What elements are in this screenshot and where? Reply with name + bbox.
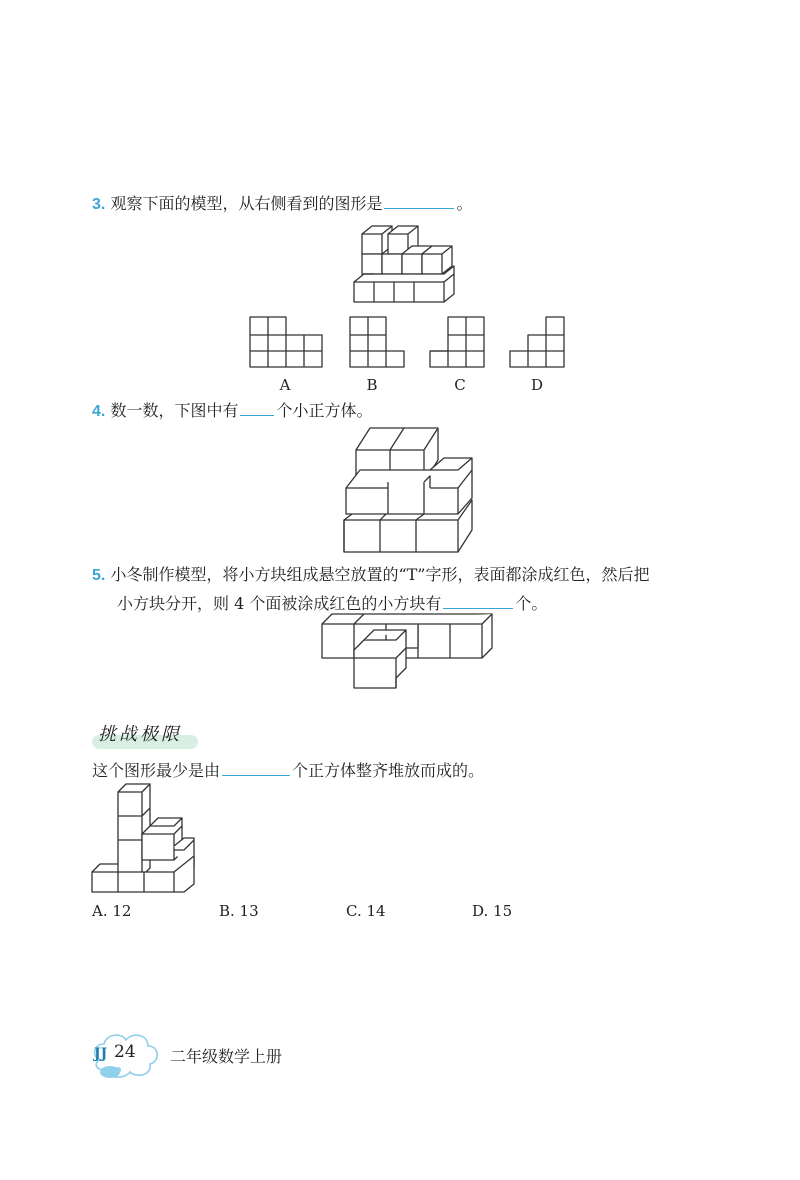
cube-model-faces (344, 428, 472, 552)
option-label-a[interactable]: A (279, 376, 291, 394)
footer-badge: JJ (94, 1046, 108, 1062)
challenge-title: 挑战极限 (98, 724, 182, 745)
question-text-line1: 小冬制作模型，将小方块组成悬空放置的“T”字形，表面都涂成红色，然后把 (110, 565, 650, 584)
question-text-after: 个。 (515, 594, 548, 613)
question-3 (92, 190, 472, 217)
q4-cube-model (340, 422, 480, 554)
option-a-figure (248, 315, 328, 369)
answer-blank[interactable] (222, 757, 290, 776)
answer-blank[interactable] (384, 190, 454, 209)
q3-cube-model (350, 214, 470, 306)
question-text-after: 个小正方体。 (276, 401, 373, 420)
question-text: 观察下面的模型，从右侧看到的图形是 (110, 194, 383, 213)
option-label-d[interactable]: D (530, 376, 544, 394)
question-4 (92, 397, 372, 424)
question-5 (92, 562, 649, 588)
cube-model-faces (354, 226, 454, 302)
footer-page-number: 24 (114, 1042, 136, 1062)
question-text: 数一数，下图中有 (110, 401, 239, 420)
question-number: 4. (92, 403, 106, 420)
q5-t-shape-model (318, 610, 498, 692)
option-c-figure (428, 315, 488, 369)
challenge-cube-stack (90, 780, 200, 896)
choice-d[interactable]: D. 15 (472, 902, 513, 920)
choice-b[interactable]: B. 13 (219, 902, 259, 920)
option-label-b[interactable]: B (366, 376, 378, 394)
choice-a[interactable]: A. 12 (92, 902, 132, 920)
question-text: 这个图形最少是由 (92, 761, 221, 780)
question-number: 5. (92, 567, 106, 584)
question-text-after: 个正方体整齐堆放而成的。 (292, 761, 485, 780)
question-number: 3. (92, 196, 106, 213)
choice-c[interactable]: C. 14 (346, 902, 386, 920)
answer-blank[interactable] (240, 397, 274, 416)
question-text-line2: 小方块分开，则 4 个面被涂成红色的小方块有 (117, 594, 442, 613)
question-end: 。 (456, 194, 473, 213)
cube-stack-faces (92, 784, 194, 892)
option-b-figure (348, 315, 408, 369)
option-d-figure (508, 315, 568, 369)
option-label-c[interactable]: C (454, 376, 466, 394)
footer-book-title: 二年级数学上册 (170, 1047, 283, 1066)
answer-blank[interactable] (443, 590, 513, 609)
t-shape-faces (322, 614, 492, 688)
